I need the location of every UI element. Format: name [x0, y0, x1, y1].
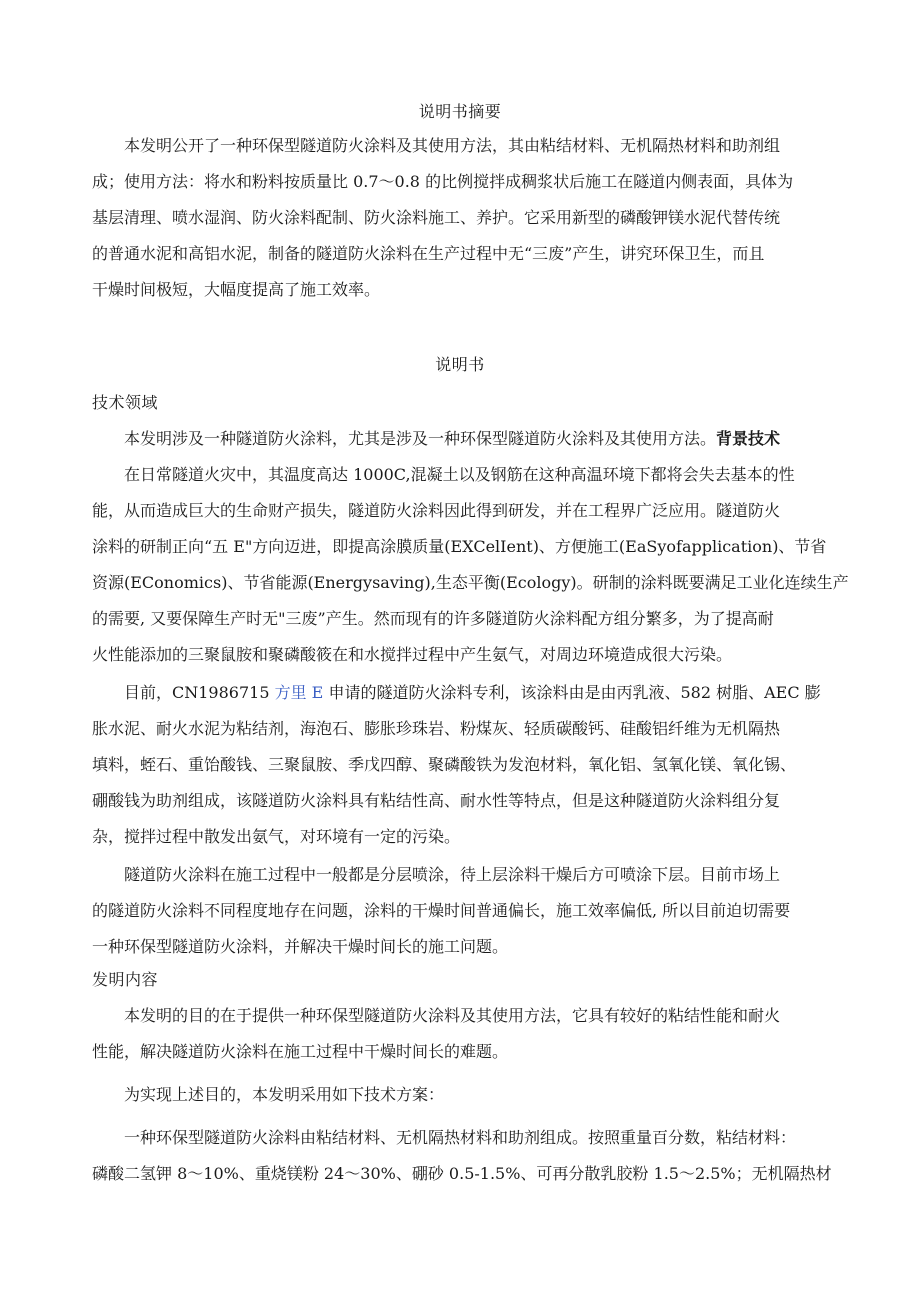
paragraph-line: 隧道防火涂料在施工过程中一般都是分层喷涂，待上层涂料干燥后方可喷涂下层。目前市场上: [92, 865, 781, 884]
paragraph-line: 的需要, 又要保障生产时无"三废”产生。然而现有的许多隧道防火涂料配方组分繁多，为了提高耐: [92, 609, 774, 628]
paragraph-line: 资源(EConomics)、节省能源(Energysaving),生态平衡(Ecology)。研制的涂料既要满足工业化连续生产: [92, 573, 849, 592]
invention-heading: 发明内容: [92, 970, 159, 989]
paragraph-line: 杂，搅拌过程中散发出氨气，对环境有一定的污染。: [92, 827, 461, 846]
paragraph-line: 的隧道防火涂料不同程度地存在问题，涂料的干燥时间普通偏长，施工效率偏低, 所以目前迫切需要: [92, 901, 791, 920]
paragraph-line: 本发明的目的在于提供一种环保型隧道防火涂料及其使用方法，它具有较好的粘结性能和耐火: [92, 1006, 781, 1025]
abstract-line: 本发明公开了一种环保型隧道防火涂料及其使用方法，其由粘结材料、无机隔热材料和助剂组: [92, 136, 781, 155]
paragraph-line: 填料，蛭石、重饴酸钱、三聚鼠胺、季戊四醇、聚磷酸铁为发泡材料，氧化铝、氢氧化镁、氧化锡、: [92, 755, 797, 774]
background-paragraph-3: [92, 857, 832, 965]
abstract-line: 的普通水泥和高铝水泥，制备的隧道防火涂料在生产过程中无“三废”产生，讲究环保卫生，而且: [92, 244, 765, 263]
paragraph-line: 磷酸二氢钾 8～10%、重烧镁粉 24～30%、硼砂 0.5-1.5%、可再分散乳胶粉 1.5～2.5%；无机隔热材: [92, 1164, 832, 1183]
paragraph-line-suffix: 申请的隧道防火涂料专利，该涂料由是由丙乳液、582 树脂、AEC 膨: [323, 683, 821, 702]
tech-field-paragraph: [92, 421, 832, 457]
paragraph-line: 胀水泥、耐火水泥为粘结剂，海泡石、膨胀珍珠岩、粉煤灰、轻质碳酸钙、硅酸铝纤维为无机隔热: [92, 719, 781, 738]
background-heading: 背景技术: [716, 429, 781, 448]
invention-paragraph-2: [92, 1077, 832, 1113]
patent-applicant-link[interactable]: 方里 E: [274, 683, 324, 702]
tech-field-heading: 技术领域: [92, 393, 159, 412]
paragraph-line: 一种环保型隧道防火涂料由粘结材料、无机隔热材料和助剂组成。按照重量百分数，粘结材料：: [92, 1128, 797, 1147]
abstract-line: 基层清理、喷水湿润、防火涂料配制、防火涂料施工、养护。它采用新型的磷酸钾镁水泥代替传统: [92, 208, 781, 227]
paragraph-line: 火性能添加的三聚鼠胺和聚磷酸筱在和水搅拌过程中产生氨气，对周边环境造成很大污染。: [92, 645, 733, 664]
spec-title: 说明书: [435, 355, 485, 374]
invention-paragraph-1: [92, 998, 832, 1070]
paragraph-line: 硼酸钱为助剂组成，该隧道防火涂料具有粘结性高、耐水性等特点，但是这种隧道防火涂料组分复: [92, 791, 781, 810]
paragraph-line: 在日常隧道火灾中，其温度高达 1000C,混凝土以及钢筋在这种高温环境下都将会失去基本的性: [92, 465, 795, 484]
paragraph-line-prefix: 目前，CN1986715: [92, 683, 275, 702]
background-paragraph-1: [92, 457, 849, 673]
abstract-title: 说明书摘要: [418, 102, 502, 121]
abstract-line: 干燥时间极短，大幅度提高了施工效率。: [92, 280, 381, 299]
paragraph-line: 涂料的研制正向“五 E"方向迈进，即提高涂膜质量(EXCelIent)、方便施工(EaSyofapplication)、节省: [92, 537, 827, 556]
invention-paragraph-3: [92, 1120, 832, 1192]
paragraph-line: 为实现上述目的，本发明采用如下技术方案：: [92, 1085, 445, 1104]
abstract-line: 成；使用方法：将水和粉料按质量比 0.7～0.8 的比例搅拌成稠浆状后施工在隧道内侧表面，具体为: [92, 172, 794, 191]
tech-field-line: 本发明涉及一种隧道防火涂料，尤其是涉及一种环保型隧道防火涂料及其使用方法。: [92, 429, 717, 448]
background-paragraph-2: [92, 675, 832, 855]
paragraph-line: 一种环保型隧道防火涂料，并解决干燥时间长的施工问题。: [92, 937, 509, 956]
paragraph-line: 能，从而造成巨大的生命财产损失，隧道防火涂料因此得到研发，并在工程界广泛应用。隧道防火: [92, 501, 781, 520]
abstract-paragraph: [92, 128, 832, 308]
paragraph-line: 性能，解决隧道防火涂料在施工过程中干燥时间长的难题。: [92, 1042, 509, 1061]
